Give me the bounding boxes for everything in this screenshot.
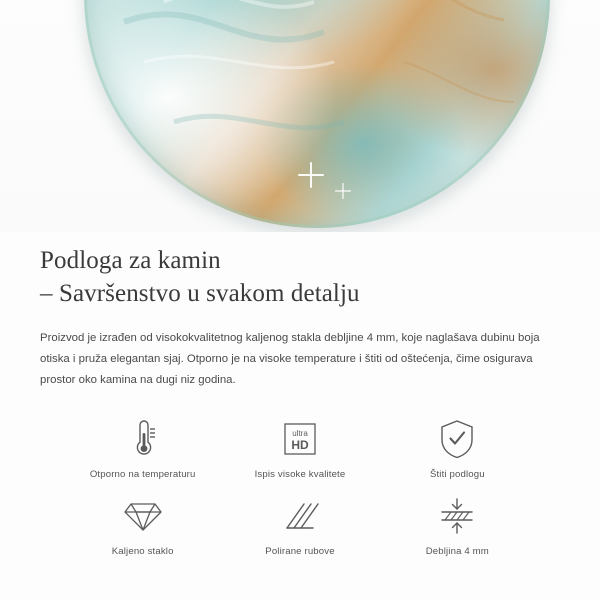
sparkle-icon: [335, 183, 351, 199]
svg-text:ultra: ultra: [292, 429, 308, 439]
feature-grid: [40, 417, 560, 557]
feature-item-print-quality: [221, 417, 378, 480]
marble-glass-plate-image: [84, 0, 550, 228]
feature-item-temperature: [64, 417, 221, 480]
feature-item-protects-surface: [379, 417, 536, 480]
feature-label: Štiti podlogu: [429, 469, 485, 481]
feature-item-thickness: [379, 494, 536, 557]
sparkle-icon: [298, 162, 324, 188]
thickness-icon: [437, 494, 477, 538]
product-description-text: Proizvod je izrađen od visokokvalitetnog kaljenog stakla debljine 4 mm, koje naglašava dubinu boja otiska i pruža elegantan sjaj. Otporno je na visoke temperature i štiti od oštećenja, čime osigurava prostor oko kamina na dugi niz godina.: [40, 332, 540, 387]
shield-check-icon: [438, 417, 476, 461]
feature-label: Polirane rubove: [265, 546, 335, 558]
feature-item-tempered-glass: [64, 494, 221, 557]
diamond-icon: [123, 494, 163, 538]
feature-label: Ispis visoke kvalitete: [254, 469, 346, 481]
ultra-hd-icon: [281, 417, 319, 461]
text-content: [0, 232, 600, 557]
page-title-line1: Podloga za kamin: [40, 247, 221, 274]
hero-image: [0, 0, 600, 232]
feature-label: Debljina 4 mm: [425, 546, 489, 558]
polished-edges-icon: [280, 494, 320, 538]
feature-item-polished-edges: [221, 494, 378, 557]
page-title-line2: – Savršenstvo u svakom detalju: [40, 280, 360, 307]
marble-veins-decoration: [84, 0, 550, 228]
feature-label: Kaljeno staklo: [111, 546, 174, 558]
thermometer-icon: [126, 417, 160, 461]
feature-label: Otporno na temperaturu: [89, 469, 196, 481]
svg-text:HD: HD: [291, 438, 309, 453]
page-title: [40, 244, 560, 310]
